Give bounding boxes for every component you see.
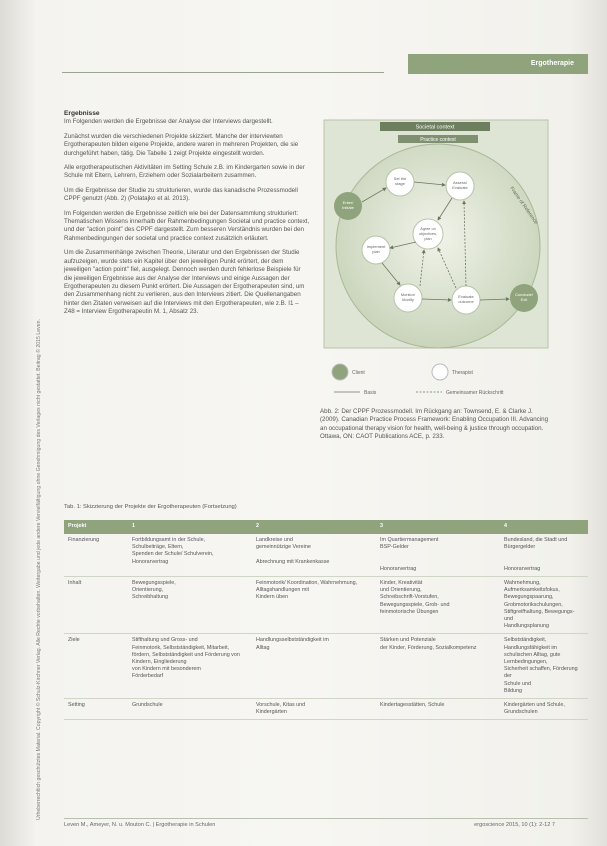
node-enter-label: Enter/ [342,200,354,205]
node-set-stage-label: Set the [393,176,407,181]
table-cell: Grundschule [128,699,252,720]
node-evaluate-label: outcome [458,299,474,304]
node-monitor-label: Monitor/ [400,292,416,297]
table-cell: Fortbildungsamt in der Schule, Schulbeiträge, Eltern, Spenden der Schule/ Schulverein, Honorarvertrag [128,534,252,577]
legend-therapist-swatch [432,364,448,380]
node-monitor [394,284,422,312]
node-conclude [510,284,538,312]
node-assess-label: Assess/ [452,180,468,185]
node-agree-label: objectives, [419,232,437,236]
societal-context-label: Societal context [415,124,455,131]
table-row [64,699,588,720]
header-rule [62,72,384,73]
node-agree-label: Agree on [420,227,436,231]
node-agree [413,219,443,249]
table-row [64,534,588,577]
table-caption: Tab. 1: Skizzierung der Projekte der Ergotherapeuten (Fortsetzung) [64,504,237,510]
figure-caption-column [320,408,552,448]
node-evaluate [452,286,480,314]
table-header-row [64,520,588,534]
legend-dashed-label: Gemeinsamer Rückschritt [446,390,504,396]
node-implement-label: plan [372,249,380,254]
node-evaluate-label: Evaluate [458,294,474,299]
legend [332,364,504,396]
legend-therapist-label: Therapist [452,370,473,376]
paragraph: Im Folgenden werden die Ergebnisse der Analyse der Interviews dargestellt. [64,118,273,126]
table-header-cell: 1 [128,520,252,534]
table-header-cell: 3 [376,520,500,534]
table-cell: Selbstständigkeit, Handlungsfähigkeit im schulischen Alltag, gute Lernbedingungen, Sicherheit schaffen, Förderung der Schule und Bildung [500,634,588,699]
legend-client-swatch [332,364,348,380]
table-cell: Ziele [64,634,128,699]
table-cell: Kindertagesstätten, Schule [376,699,500,720]
node-enter-label: Initiate [342,205,354,210]
node-monitor-label: Modify [402,297,414,302]
node-set-stage-label: stage [395,181,405,186]
node-implement [362,236,390,264]
legend-client-label: Client [352,370,365,376]
projects-table [64,520,588,720]
table-cell: Setting [64,699,128,720]
table-cell: Wahrnehmung, Aufmerksamkeitsfokus, Bewegungspaarung, Grobmotorikschulungen, Stiftgreifhaltung, Bewegungs- und Handlungsplanung [500,577,588,634]
cppf-diagram [320,116,552,406]
node-implement-label: Implement [366,244,386,249]
frame-of-reference-label: Frame of Reference [508,185,539,226]
paragraph: Alle ergotherapeutischen Aktivitäten im Setting Schule z.B. im Kindergarten sowie in der Schule mit Eltern, Lehrern, Erziehern oder Sozialarbeitern zusammen. [64,164,305,180]
table-cell: Feinmotorik/ Koordination, Wahrnehmung, Alltagshandlungen mit Kindern üben [252,577,376,634]
left-column [64,110,310,323]
table-cell: Finanzierung [64,534,128,577]
node-enter [334,192,362,220]
table-cell: Kinder, Kreativität und Orientierung, Schreibschrift-Vorstufen, Bewegungsspiele, Grob- und feinmotorische Übungen [376,577,500,634]
table-cell: Vorschule, Kitas und Kindergärten [252,699,376,720]
table-cell: Landkreise und gemeinnützige Vereine Abrechnung mit Krankenkasse [252,534,376,577]
table-cell: Stärken und Potenziale der Kinder, Förderung, Sozialkompetenz [376,634,500,699]
copyright-text: Urheberrechtlich geschütztes Material. Copyright © Schulz-Kirchner Verlag. Alle Rechte vorbehalten. Weitergabe und jede andere Vervielfältigung ohne Genehmigung des Verlages nicht gestattet. Beitrag © 2015 Leven. [36,319,42,820]
paragraph: Im Folgenden werden die Ergebnisse zeitlich wie bei der Datensammlung strukturiert: Thematischen Wissens innerhalb der Rahmenbedingungen Societal und practice context, und der "action point" des CPPF dargestellt. Zum besseren Verständnis wurden bei den Rahmenbedingungen der societal und practice context zusätzlich erläutert. [64,209,310,242]
table-cell: Inhalt [64,577,128,634]
section-heading: Ergebnisse [64,110,100,117]
section-tab-label: Ergotherapie [530,60,574,67]
node-conclude-label: Exit [520,297,528,302]
section-tab [408,54,588,74]
table-row [64,577,588,634]
table-cell: Im Quartiermanagement BSP-Gelder Honorarvertrag [376,534,500,577]
footer-authors: Leven M., Ameyer, N. u. Mouton C. | Ergotherapie in Schulen [64,822,216,828]
node-agree-label: plan [424,237,432,241]
table-header-cell: Projekt [64,520,128,534]
node-conclude-label: Conclude/ [514,292,534,297]
table-cell: Handlungsselbstständigkeit im Alltag [252,634,376,699]
practice-context-label: Practice context [420,137,456,143]
legend-solid-label: Basis [364,390,377,396]
node-set-stage [386,168,414,196]
paragraph: Zunächst wurden die verschiedenen Projekte skizziert. Manche der interviewten Ergotherapeuten bilden eigene Projekte, andere waren in mehreren Projekten, die sie durchgeführt haben, tätig. Die Tabelle 1 zeigt Projekte eingestellt worden. [64,132,299,157]
paragraph: Um die Zusammenhänge zwischen Theorie, Literatur und den Ergebnissen der Studie aufzuzeigen, wurde stets ein Kapitel über den jeweiligen Punkt erörtert, der dem jeweiligen "action point" fiel, ausgelegt. Dennoch werden durch fehlerlose Beispiele für die jeweiligen Ergebnisse aus der Analyse der Interviews und einige Aussagen der Ergotherapeuten zu diesem Punkt erörtert. Die Aussagen der Ergotherapeuten sind, um den Zusammenhang nicht zu verlieren, aus den Interviews zitiert. Die Quellenangaben hinter den Zitaten verweisen auf die Interviews mit den Ergotherapeuten, wie z.B. I1 – Z48 = Interview Ergotherapeutin M. 1, Absatz 23. [64,249,305,316]
table-cell: Bewegungsspiele, Orientierung, Schreibhaltung [128,577,252,634]
figure-caption: Abb. 2: Der CPPF Prozessmodell. Im Rückgang an: Townsend, E. & Clarke J. (2009). Canadian Practice Process Framework: Enabling Occupation III. Advancing an occupational therapy vision for health, well-being & justice through occupation. Ottawa, ON: CAOT Publications ACE, p. 233. [320,408,549,441]
footer-rule [64,818,588,819]
table-header-cell: 2 [252,520,376,534]
node-assess-label: Evaluate [452,185,468,190]
table-cell: Kindergärten und Schule, Grundschulen [500,699,588,720]
sidebar-copyright [22,60,42,820]
table-cell: Bundesland, die Stadt und Bürgergelder Honorarvertrag [500,534,588,577]
table-cell: Stifthaltung und Gross- und Feinmotorik, Selbstständigkeit, Mitarbeit, fördern, Selbstständigkeit und Förderung von Kindern, Eingliederung von Kindern mit besonderem Förderbedarf [128,634,252,699]
table-header-cell: 4 [500,520,588,534]
table-row [64,634,588,699]
node-assess [446,172,474,200]
footer-citation: ergoscience 2015, 10 (1): 2-12 7 [474,822,555,828]
paragraph: Um die Ergebnisse der Studie zu strukturieren, wurde das kanadische Prozessmodell CPPF genutzt (Abb. 2) (Polatajko et al. 2013). [64,186,298,203]
